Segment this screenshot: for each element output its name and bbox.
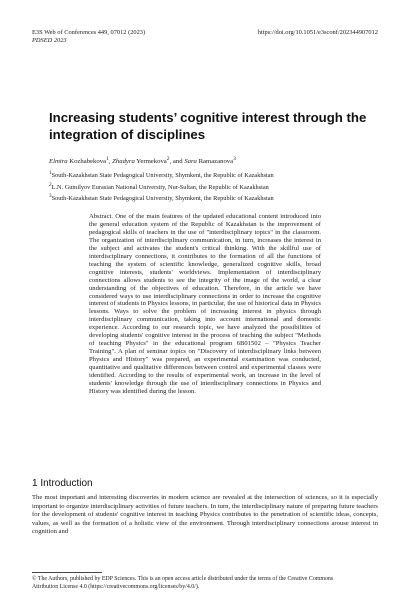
conference-name: PDSED 2023: [32, 37, 67, 45]
page-header: [32, 29, 378, 46]
license-link[interactable]: Attribution License 4.0 (https://creativecommons.org/licenses/by/4.0/).: [32, 583, 200, 590]
affiliation-text: South-Kazakhstan State Pedagogical University, Shymkent, the Republic of Kazakhstan: [51, 195, 274, 203]
affiliation-mark: 2: [49, 181, 52, 188]
author-3-surname: Ramazanova: [196, 158, 234, 166]
affiliation-list: [49, 169, 369, 204]
author-separator: ,: [108, 158, 113, 166]
author-1-mark: 1: [106, 156, 109, 162]
author-3-mark: 3: [233, 156, 236, 162]
author-3-given-name: Sara: [184, 158, 197, 166]
abstract: [89, 213, 321, 396]
doi-link[interactable]: https://doi.org/10.1051/e3sconf/202344907012: [257, 29, 378, 36]
author-2-given-name: Zhadyra: [112, 158, 135, 166]
author-2-mark: 2: [166, 156, 170, 162]
affiliation-item: [49, 192, 369, 204]
affiliation-item: [49, 169, 369, 181]
affiliation-item: [49, 181, 369, 193]
author-1-surname: Kozhabekova: [67, 158, 107, 166]
footer-divider: [32, 572, 102, 573]
intro-paragraph: The most important and interesting discoveries in modern science are revealed at the intersection of sciences, so it is especially important to organize interdisciplinary activities of future teachers. In turn, the interdisciplinary nature of preparing future teachers for the development of students' cognitive interest in teaching Physics contributes to the penetration of scientific ideas, concepts, values, as well as the formation of a holistic view of the environment. Through interdisciplinary connections arouse interest in cognition and: [32, 494, 378, 536]
paper-title: Increasing students’ cognitive interest through the integration of disciplines: [49, 110, 367, 142]
abstract-body: One of the main features of the updated educational content introduced into the general education system of the Republic of Kazakhstan is the improvement of pedagogical skills of teachers in the use of "interdisciplinary topics" in the classroom. The organization of interdisciplinary communication, in turn, increases the interest in the subject and activates the student's critical thinking. With the skillful use of interdisciplinary connections, it contributes to the formation of all the functions of teaching the system of scientific knowledge, generalized cognitive skills, broad cognitive interests, students' worldviews. Implementation of interdisciplinary connections allows students to see the integrity of the image of the world, a clear understanding of the objectives of education. Therefore, in the article we have considered ways to use interdisciplinary connections in order to increase the cognitive interest of students in Physics lessons, in particular, the use of historical data in Physics lessons. Ways to solve the problem of increasing interest in physics through interdisciplinary communication, taking into account international and domestic experience. According to our research topic, we have analyzed the possibilities of developing students' cognitive interest in the process of teaching the subject "Methods of teaching Physics" in the educational program 6B01502 – "Physics Teacher Training". A plan of seminar topics on "Discovery of interdisciplinary links between Physics and History" was prepared, an experimental examination was conducted, quantitative and qualitative differences between control and experimental classes were identified. According to the results of experimental work, an increase in the level of students' knowledge through the use of interdisciplinary connections in Physics and History was identified during the lesson.: [89, 213, 321, 395]
affiliation-text: L.N. Gumilyov Eurasian National University, Nur-Sultan, the Republic of Kazakhstan: [51, 183, 269, 191]
section-heading: 1 Introduction: [32, 478, 93, 489]
author-list: [49, 155, 369, 167]
journal-citation: E3S Web of Conferences 449, 07012 (2023): [32, 29, 146, 36]
affiliation-text: South-Kazakhstan State Pedagogical University, Shymkent, the Republic of Kazakhstan: [51, 172, 274, 180]
abstract-label: Abstract.: [89, 213, 113, 220]
author-1-given-name: Elmira: [49, 158, 68, 166]
license-line: © The Authors, published by EDP Sciences. This is an open access article distributed under the terms of the Creative Commons: [32, 576, 334, 582]
author-2-surname: Yermekova: [134, 158, 167, 166]
affiliation-mark: 1: [49, 170, 52, 176]
author-separator: , and: [169, 158, 185, 166]
affiliation-mark: 3: [49, 193, 52, 199]
license-footer: [32, 576, 378, 591]
